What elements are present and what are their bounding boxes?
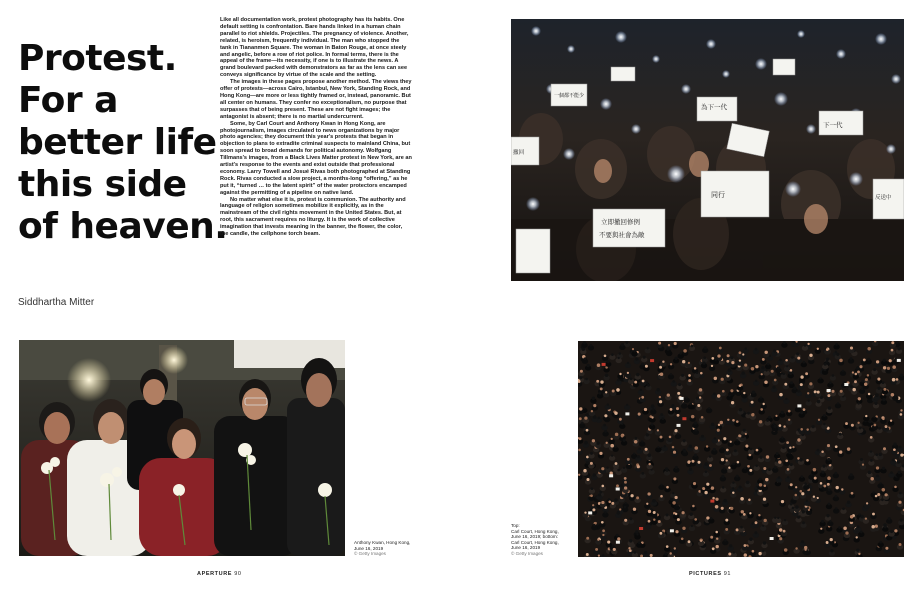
body-paragraph: Like all documentation work, protest photography has its habits. One default setting is confrontation. Bare hands linked in a human chain parallel to riot shields. Projectiles. The pregnancy of violence. Another, related, is heroism, frequently individual. The man who stopped the tank in Tiananmen Square. The woman in Baton Rouge, at once steely and angelic, before a row of riot police. In formal terms, there is the appeal of the frame—its necessity, if one is to illustrate the news. A grand boulevard packed with demonstrators as far as the lens can see conveys significance by virtue of the scale and the setting.: [220, 17, 409, 79]
body-paragraph: Some, by Carl Court and Anthony Kwan in Hong Kong, are photojournalism, images circulated to news organizations by major photo agencies; they document this year's protests that began in objection to plans to extradite criminal suspects to mainland China, but soon spread to broad demands for political autonomy. Wolfgang Tillmans's images, from a Black Lives Matter protest in New York, are an artist's response to the events and exist outside that professional economy. Larry Towell and Josué Rivas both photographed at Standing Rock. Rivas conducted a slow project, a months-long “offering,” as he put it, “turned … to the latent spirit” of the water protectors encamped against the permitting of a pipeline on native land.: [220, 120, 412, 196]
placard-sign: 不要與社會為敵: [599, 231, 645, 239]
headline-line: For a: [18, 80, 118, 122]
photo-aerial-crowd: [578, 341, 904, 557]
photo-night-vigil: [511, 19, 904, 281]
article-body: [220, 17, 412, 238]
placard-sign: 同行: [711, 191, 725, 199]
caption-line: June 16, 2019; bottom:: [511, 534, 558, 540]
placard-sign: 一個都不能少: [554, 93, 585, 99]
caption-kwan: [354, 540, 410, 557]
caption-credit: © Getty Images: [354, 551, 386, 557]
body-paragraph: The images in these pages propose another method. The views they offer of protests—across Cairo, Istanbul, New York, Standing Rock, and Hong Kong—are more or less tightly framed or, instead, panoramic. But all center on humans. They confer no exceptionalism, no purpose that surpasses that of being present. These are not fight images; the antagonist is absent; there is no martial undercurrent.: [220, 79, 412, 120]
folio-right: [689, 571, 731, 577]
caption-line: Carl Court, Hong Kong,: [511, 528, 559, 534]
caption-line: Anthony Kwan, Hong Kong,: [354, 540, 411, 545]
headline-line: of heaven.: [18, 206, 228, 248]
headline: [18, 38, 228, 248]
folio-name: PICTURES: [689, 571, 722, 577]
caption-court: [511, 523, 559, 557]
author-byline: Siddhartha Mitter: [18, 297, 95, 308]
headline-line: Protest.: [18, 38, 177, 80]
folio-number: 91: [723, 571, 732, 577]
placard-sign: 立即撤回修例: [601, 218, 640, 226]
headline-line: this side: [18, 164, 187, 206]
headline-line: better life: [18, 122, 217, 164]
folio-number: 90: [234, 571, 242, 577]
caption-line: June 16, 2019: [354, 545, 384, 551]
caption-line: Carl Court, Hong Kong,: [511, 539, 559, 545]
folio-left: [197, 571, 242, 577]
caption-line: June 16, 2019: [511, 545, 541, 551]
placard-sign: 撤回: [513, 150, 525, 156]
folio-name: APERTURE: [197, 571, 233, 577]
photo-mourners-flowers: [19, 340, 345, 556]
caption-line: Top:: [511, 523, 520, 528]
placard-sign: 反送中: [875, 195, 892, 201]
placard-sign: 為下一代: [701, 103, 727, 111]
placard-sign: 下一代: [823, 121, 843, 129]
caption-credit: © Getty Images: [511, 550, 543, 556]
body-paragraph: No matter what else it is, protest is communion. The authority and language of religion sometimes mobilize it explicitly, as in the mainstream of the civil rights movement in the United States. But, at root, this sacrament requires no liturgy. It is the work of collective imagination that invests meaning in the banner, the flower, the color, the candle, the cellphone torch beam.: [220, 196, 406, 238]
